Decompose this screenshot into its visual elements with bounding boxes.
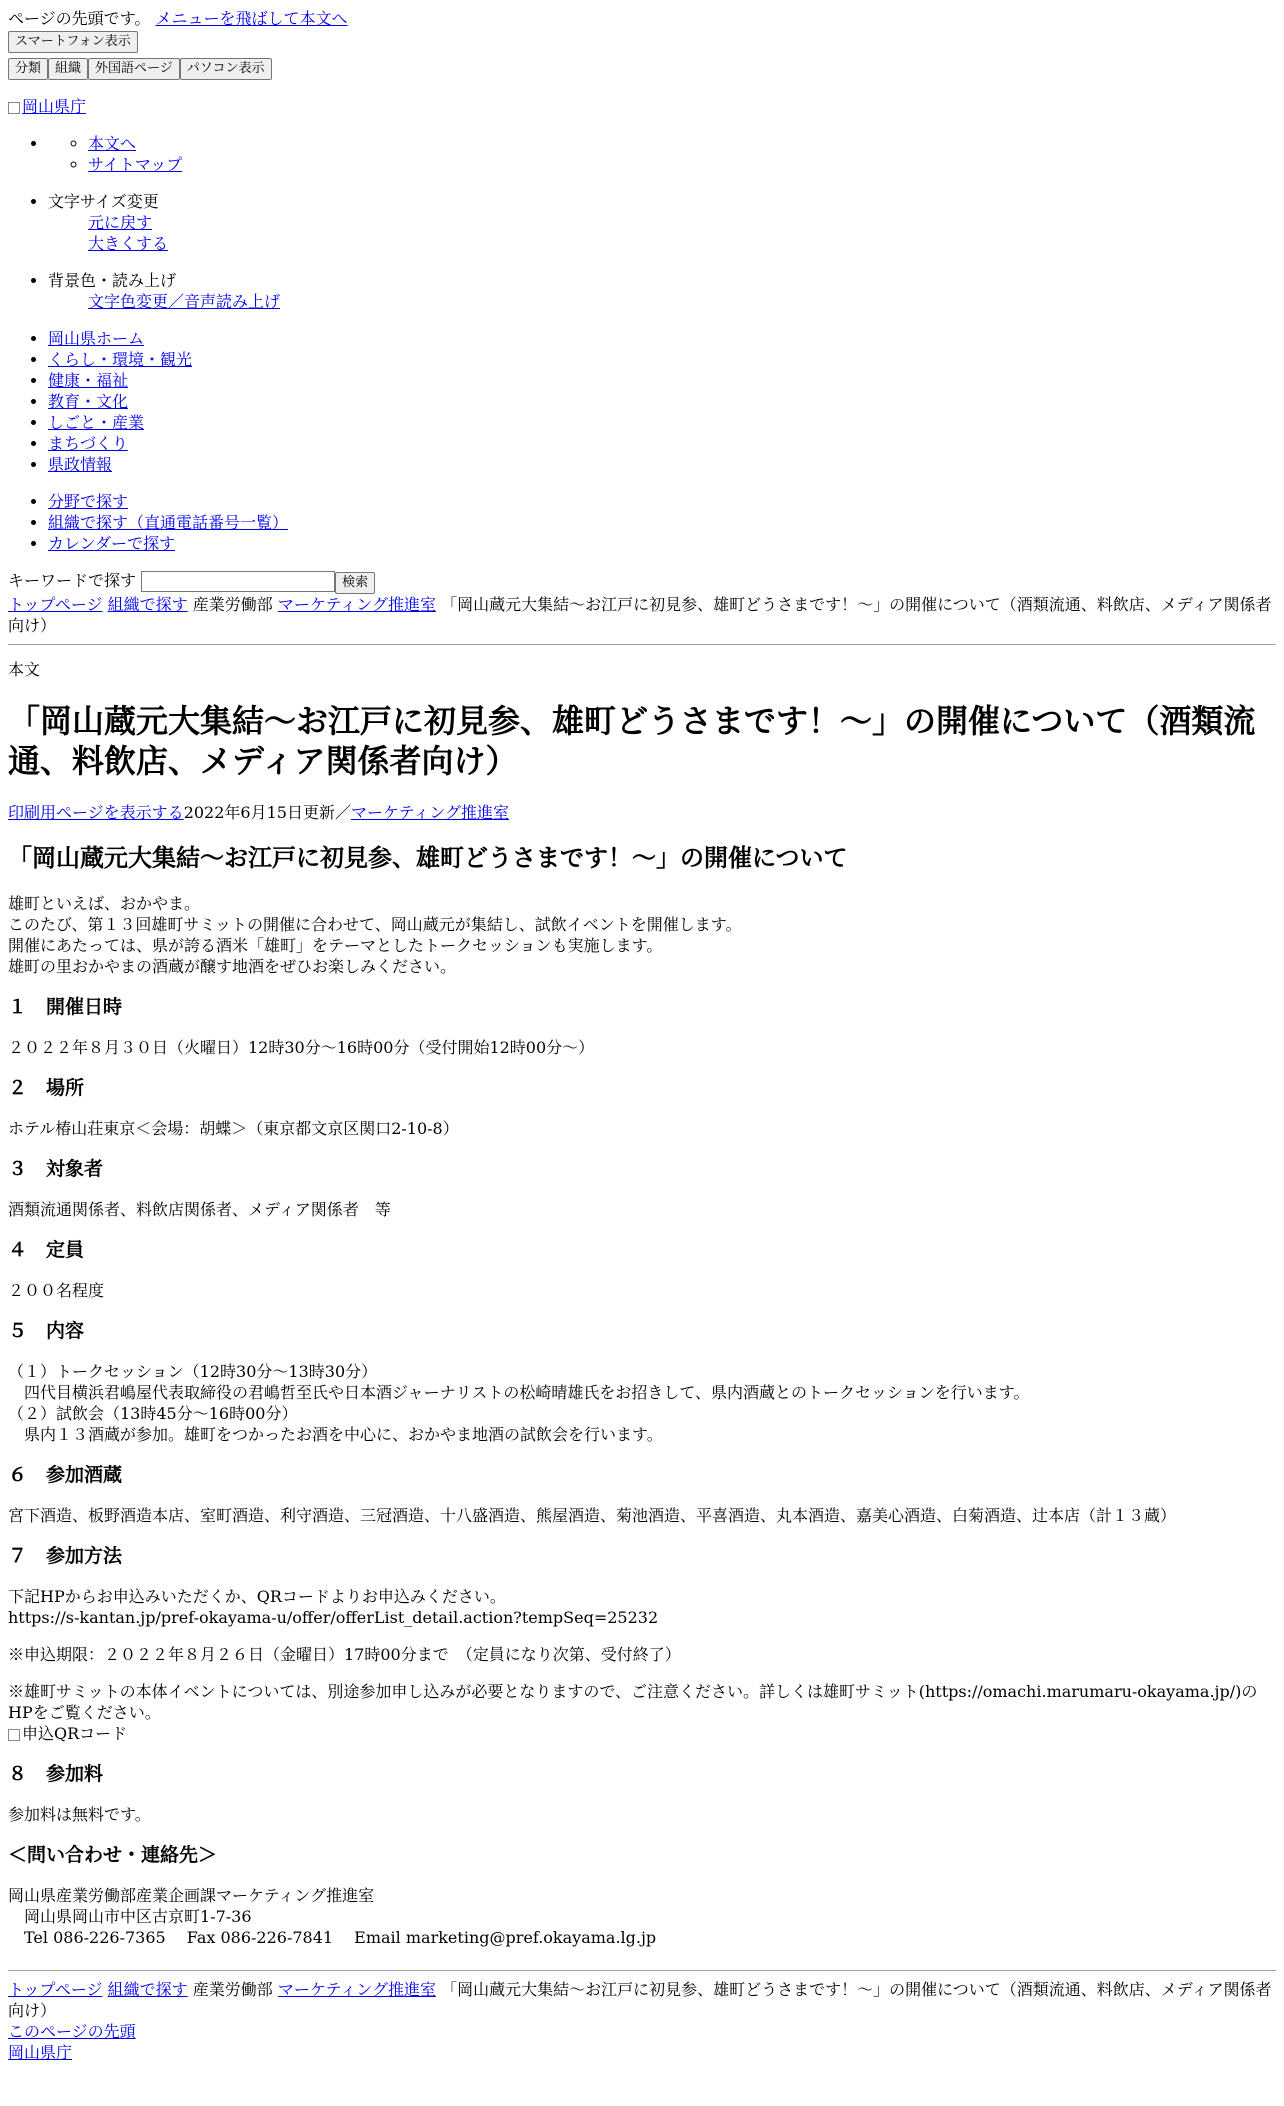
content-line: （１）トークセッション（12時30分～13時30分） <box>8 1362 378 1381</box>
to-body-link[interactable]: 本文へ <box>88 134 137 153</box>
breadcrumb-org[interactable]: 組織で探す <box>107 1980 188 1999</box>
background-menu <box>8 270 1276 312</box>
color-voice-link[interactable]: 文字色変更／音声読み上げ <box>88 292 281 311</box>
content-line: 県内１３酒蔵が参加。雄町をつかったお酒を中心に、おかやま地酒の試飲会を行います。 <box>8 1425 663 1444</box>
text-size-label: 文字サイズ変更 <box>48 192 159 211</box>
content-line: （２）試飲会（13時45分～16時00分） <box>8 1404 298 1423</box>
footer-logo-link[interactable]: 岡山県庁 <box>8 2043 73 2062</box>
section-capacity-title: ４ 定員 <box>8 1239 85 1261</box>
body-label: 本文 <box>8 660 41 679</box>
breadcrumb-section[interactable]: マーケティング推進室 <box>277 595 436 614</box>
section-apply-body <box>8 1586 1276 1628</box>
site-logo-alt: 岡山県庁 <box>22 97 87 116</box>
contact-line: 岡山県岡山市中区古京町1-7-36 <box>8 1907 252 1926</box>
section-fee-title: ８ 参加料 <box>8 1763 104 1785</box>
utility-links <box>48 133 1276 175</box>
breadcrumb <box>8 594 1276 636</box>
skip-bar <box>8 8 1276 29</box>
section-capacity-body: ２００名程度 <box>8 1281 105 1300</box>
page-title: 「岡山蔵元大集結～お江戸に初見参、雄町どうさまです！～」の開催について（酒類流通、料飲店、メディア関係者向け） <box>8 702 1256 780</box>
sub-nav-field[interactable]: 分野で探す <box>48 492 129 511</box>
nav-item-home[interactable]: 岡山県ホーム <box>48 329 145 348</box>
section-datetime-body: ２０２２年８月３０日（火曜日）12時30分～16時00分（受付開始12時00分～） <box>8 1038 595 1057</box>
updated-date: 2022年6月15日更新／ <box>183 803 351 822</box>
page-top-text: ページの先頭です。 <box>8 9 151 28</box>
breadcrumb-org[interactable]: 組織で探す <box>107 595 188 614</box>
apply-deadline: ※申込期限：２０２２年８月２６日（金曜日）17時00分まで （定員になり次第、受付終了） <box>8 1645 681 1664</box>
breadcrumb-top[interactable]: トップページ <box>8 595 103 614</box>
breadcrumb-top[interactable]: トップページ <box>8 1980 103 1999</box>
search-form <box>8 570 1276 594</box>
intro-line: 開催にあたっては、県が誇る酒米「雄町」をテーマとしたトークセッションも実施します。 <box>8 936 663 955</box>
smartphone-view-button[interactable]: スマートフォン表示 <box>8 31 138 53</box>
sub-nav-calendar[interactable]: カレンダーで探す <box>48 534 175 553</box>
nav-item-life[interactable]: くらし・環境・観光 <box>48 350 193 369</box>
sub-nav-organization[interactable]: 組織で探す（直通電話番号一覧） <box>48 513 289 532</box>
intro-text <box>8 893 1276 977</box>
section-fee-body: 参加料は無料です。 <box>8 1805 151 1824</box>
section-target-title: ３ 対象者 <box>8 1158 104 1180</box>
text-size-menu <box>8 191 1276 254</box>
search-label: キーワードで探す <box>8 571 137 590</box>
divider <box>8 644 1276 645</box>
nav-item-town[interactable]: まちづくり <box>48 434 128 453</box>
section-venue-body: ホテル椿山荘東京＜会場：胡蝶＞（東京都文京区関口2-10-8） <box>8 1119 459 1138</box>
intro-line: このたび、第１３回雄町サミットの開催に合わせて、岡山蔵元が集結し、試飲イベントを開催します。 <box>8 915 742 934</box>
global-nav <box>8 328 1276 475</box>
site-logo-link[interactable] <box>8 96 86 117</box>
content-line: 四代目横浜君嶋屋代表取締役の君嶋哲至氏や日本酒ジャーナリストの松崎晴雄氏をお招きして、県内酒蔵とのトークセッションを行います。 <box>8 1383 1030 1402</box>
qr-code-image <box>8 1723 1276 1744</box>
nav-item-government[interactable]: 県政情報 <box>48 455 113 474</box>
search-button[interactable]: 検索 <box>335 572 375 594</box>
print-page-link[interactable]: 印刷用ページを表示する <box>8 803 184 822</box>
divider <box>8 1970 1276 1971</box>
organization-button[interactable]: 組織 <box>48 58 88 80</box>
section-breweries-title: ６ 参加酒蔵 <box>8 1464 123 1486</box>
section-venue-title: ２ 場所 <box>8 1077 85 1099</box>
page-meta <box>8 802 1276 823</box>
intro-line: 雄町の里おかやまの酒蔵が醸す地酒をぜひお楽しみください。 <box>8 957 457 976</box>
text-size-larger-link[interactable]: 大きくする <box>88 234 169 253</box>
breadcrumb-section[interactable]: マーケティング推進室 <box>277 1980 436 1999</box>
section-datetime-title: １ 開催日時 <box>8 996 123 1018</box>
page-top-link[interactable]: このページの先頭 <box>8 2022 136 2041</box>
breadcrumb-dept: 産業労働部 <box>192 1980 273 1999</box>
section-content-body <box>8 1361 1276 1445</box>
nav-item-health[interactable]: 健康・福祉 <box>48 371 129 390</box>
breadcrumb-dept: 産業労働部 <box>192 595 273 614</box>
utility-menu <box>8 133 1276 175</box>
broken-image-icon <box>8 102 20 114</box>
contact-line: Tel 086-226-7365 Fax 086-226-7841 Email marketing@pref.okayama.lg.jp <box>8 1928 657 1947</box>
nav-item-education[interactable]: 教育・文化 <box>48 392 129 411</box>
sitemap-link[interactable]: サイトマップ <box>88 155 183 174</box>
sub-nav <box>8 491 1276 554</box>
section-content-title: ５ 内容 <box>8 1320 85 1342</box>
background-label: 背景色・読み上げ <box>48 271 177 290</box>
section-target-body: 酒類流通関係者、料飲店関係者、メディア関係者 等 <box>8 1200 391 1219</box>
contact-line: 岡山県産業労働部産業企画課マーケティング推進室 <box>8 1886 375 1905</box>
section-apply-title: ７ 参加方法 <box>8 1545 123 1567</box>
pc-view-button[interactable]: パソコン表示 <box>180 58 272 80</box>
summit-note: ※雄町サミットの本体イベントについては、別途参加申し込みが必要となりますので、ご注意ください。詳しくは雄町サミット(https://omachi.marumaru-okayama.jp/)のHPをご覧ください。 <box>8 1682 1258 1722</box>
article-heading: 「岡山蔵元大集結～お江戸に初見参、雄町どうさまです！～」の開催について <box>8 843 848 872</box>
broken-image-icon <box>8 1729 20 1741</box>
breadcrumb-current: 「岡山蔵元大集結～お江戸に初見参、雄町どうさまです！～」の開催について（酒類流通、料飲店、メディア関係者向け） <box>8 1980 1272 2020</box>
search-input[interactable] <box>141 571 335 592</box>
category-button[interactable]: 分類 <box>8 58 48 80</box>
contact-body <box>8 1885 1276 1948</box>
intro-line: 雄町といえば、おかやま。 <box>8 894 201 913</box>
section-breweries-body: 宮下酒造、板野酒造本店、室町酒造、利守酒造、三冠酒造、十八盛酒造、熊屋酒造、菊池酒造、平喜酒造、丸本酒造、嘉美心酒造、白菊酒造、辻本店（計１３蔵） <box>8 1506 1177 1525</box>
contact-title: ＜問い合わせ・連絡先＞ <box>8 1844 218 1866</box>
foreign-language-button[interactable]: 外国語ページ <box>88 58 180 80</box>
section-link[interactable]: マーケティング推進室 <box>350 803 510 822</box>
skip-to-content-link[interactable]: メニューを飛ばして本文へ <box>155 9 348 28</box>
footer-breadcrumb <box>8 1979 1276 2021</box>
apply-url: https://s-kantan.jp/pref-okayama-u/offer/offerList_detail.action?tempSeq=25232 <box>8 1608 659 1627</box>
breadcrumb-current: 「岡山蔵元大集結～お江戸に初見参、雄町どうさまです！～」の開催について（酒類流通、料飲店、メディア関係者向け） <box>8 595 1272 635</box>
qr-code-alt: 申込QRコード <box>22 1724 128 1743</box>
nav-item-work[interactable]: しごと・産業 <box>48 413 145 432</box>
apply-instruction: 下記HPからお申込みいただくか、QRコードよりお申込みください。 <box>8 1587 506 1606</box>
text-size-reset-link[interactable]: 元に戻す <box>88 213 153 232</box>
